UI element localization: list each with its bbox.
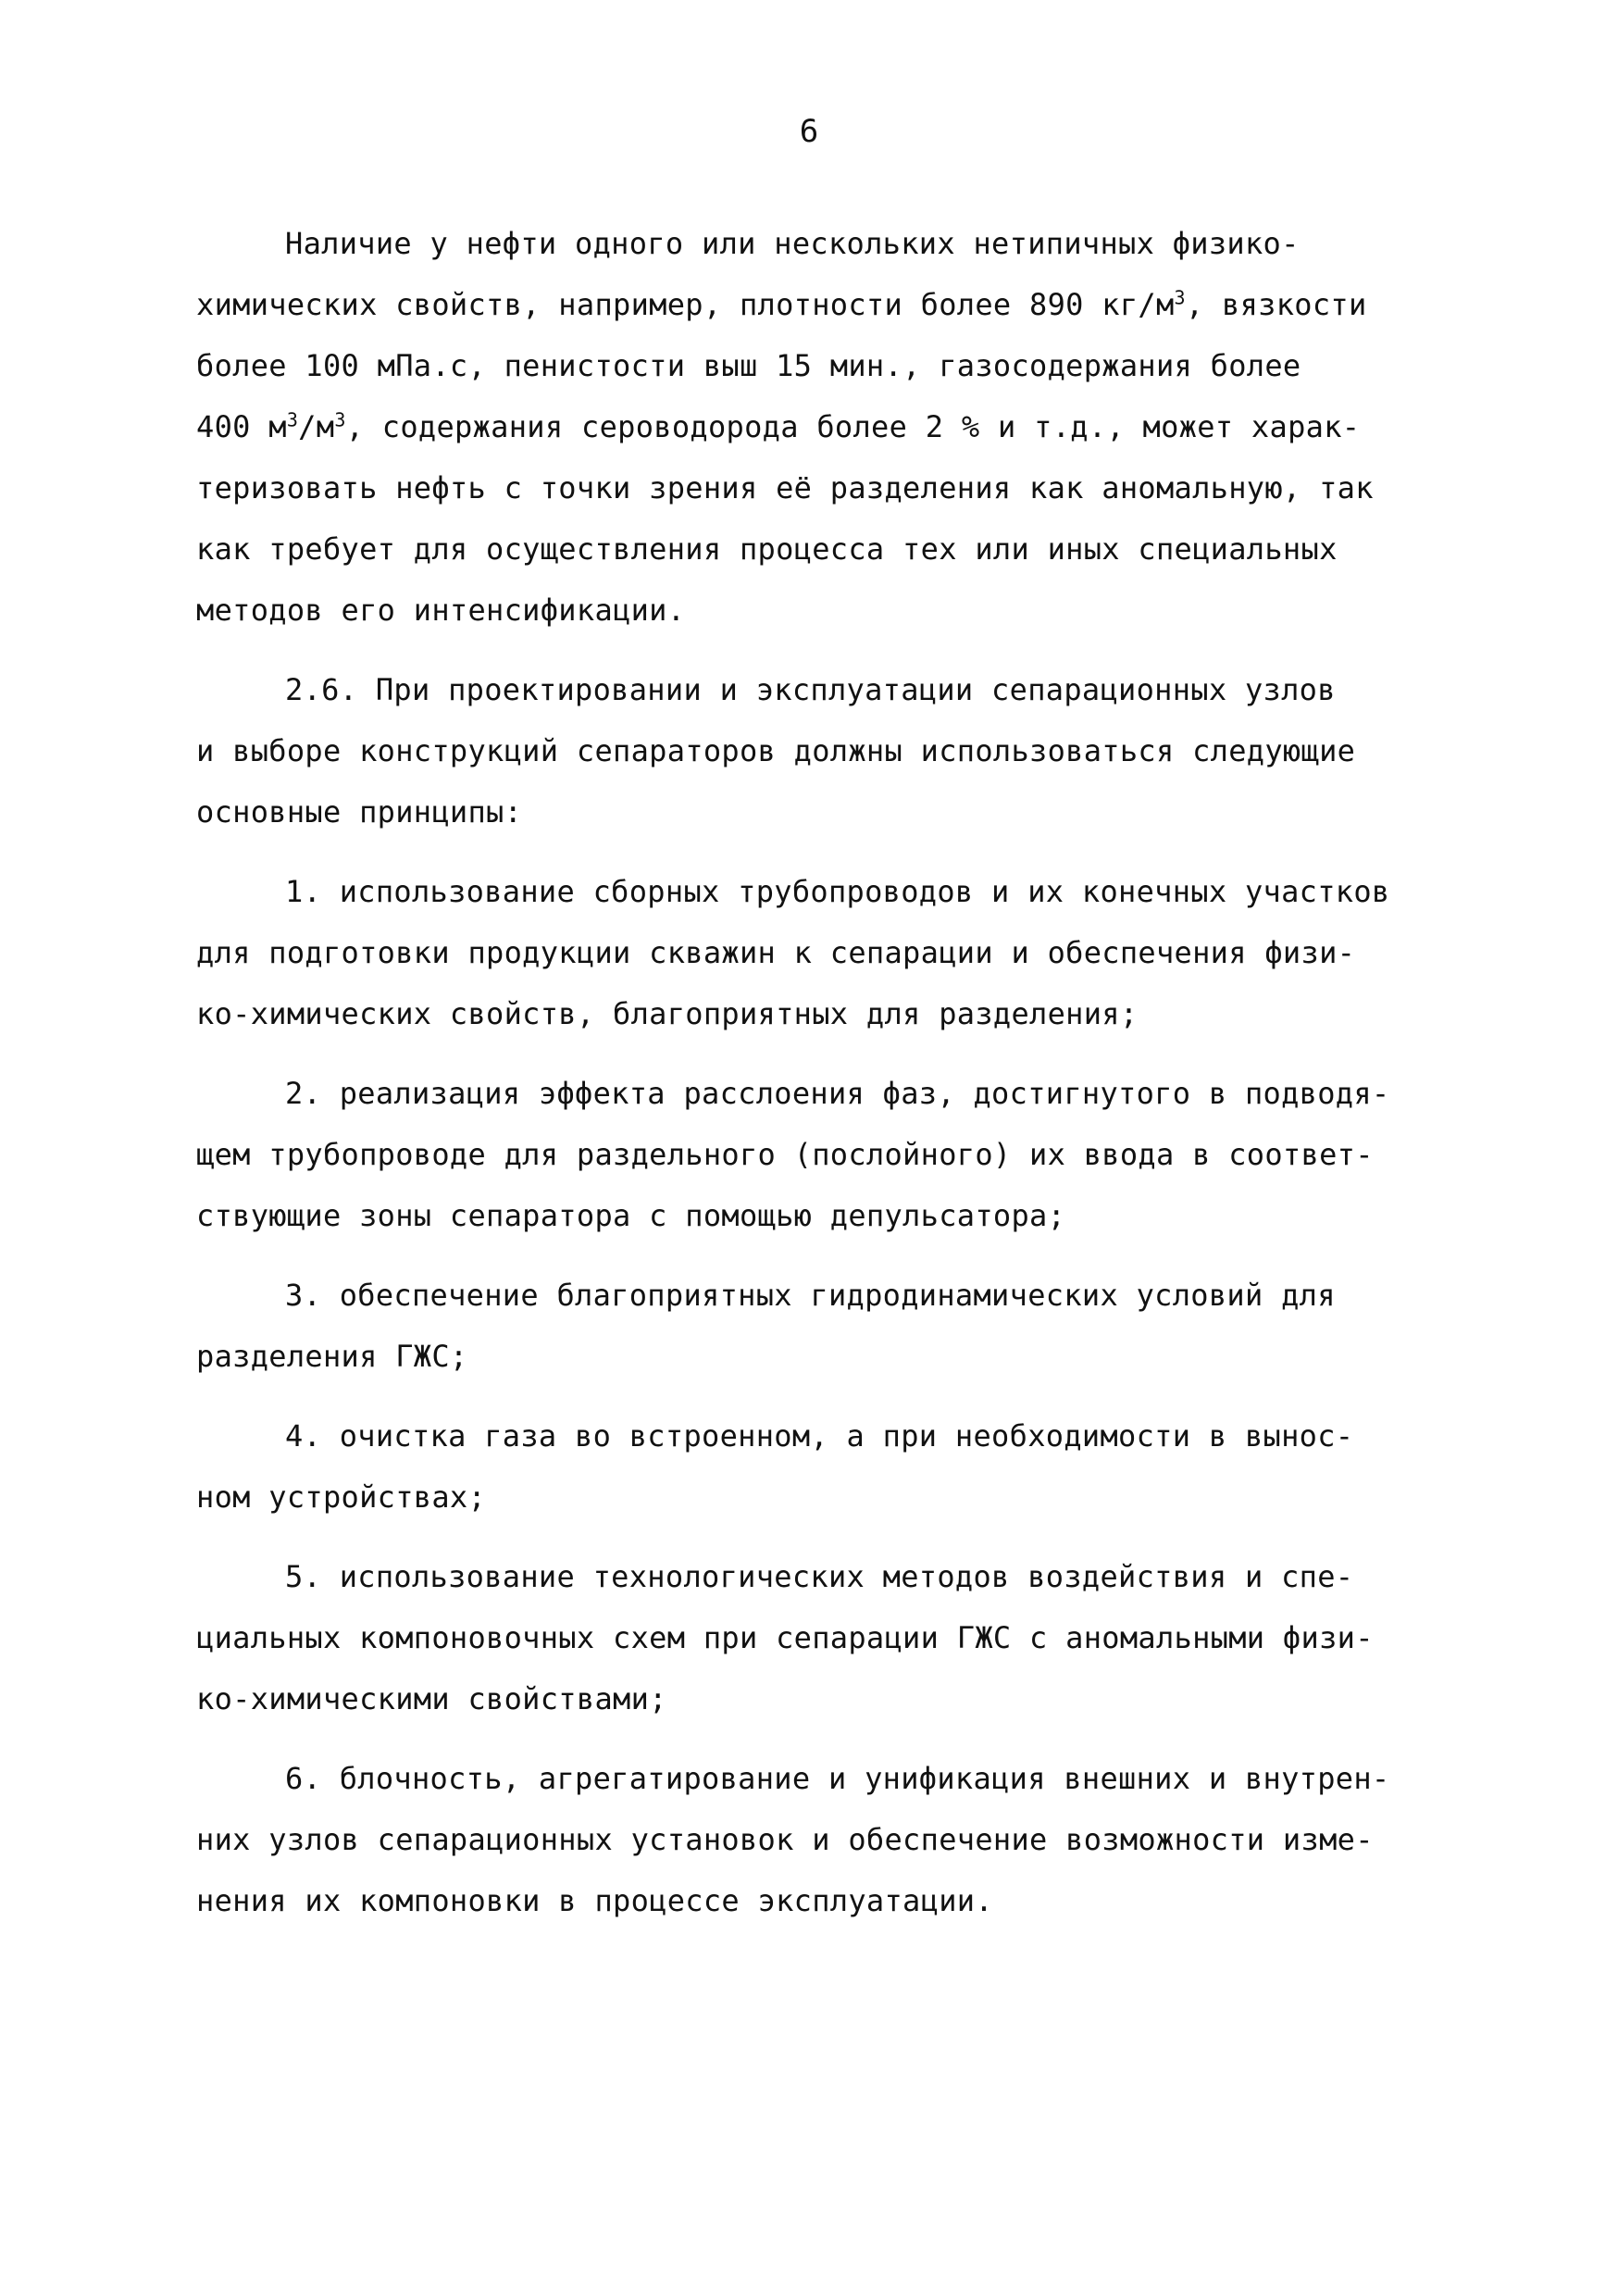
text-segment: основные принципы:	[196, 794, 523, 830]
text-segment: методов его интенсификации.	[196, 593, 686, 628]
text-segment: них узлов сепарационных установок и обеспечение возможности изме-	[196, 1822, 1374, 1857]
text-segment: , содержания сероводорода более 2 % и т.д., может харак-	[345, 409, 1361, 444]
text-line	[196, 1607, 1437, 1668]
text-line	[196, 580, 1437, 641]
text-line	[196, 781, 1437, 842]
text-line	[196, 1185, 1437, 1246]
text-line	[196, 720, 1437, 781]
paragraph-item-1	[196, 861, 1437, 1044]
text-line	[196, 1124, 1437, 1185]
text-line	[196, 922, 1437, 983]
text-segment: 1. использование сборных трубопроводов и их конечных участков	[285, 874, 1390, 909]
text-segment: 6. блочность, агрегатирование и унификация внешних и внутрен-	[285, 1761, 1390, 1796]
text-segment: циальных компоновочных схем при сепарации ГЖС с аномальными физи-	[196, 1620, 1374, 1655]
text-line	[196, 1265, 1437, 1326]
text-segment: химических свойств, например, плотности более 890 кг/м	[196, 287, 1175, 322]
superscript: 3	[1174, 286, 1186, 309]
text-line	[196, 1063, 1437, 1124]
paragraph-item-4	[196, 1405, 1437, 1528]
text-line	[196, 1668, 1437, 1729]
text-line	[196, 1466, 1437, 1528]
text-segment: щем трубопроводе для раздельного (послойного) их ввода в соответ-	[196, 1137, 1374, 1172]
text-line	[196, 457, 1437, 518]
text-segment: /м	[298, 409, 335, 444]
paragraph-item-2	[196, 1063, 1437, 1246]
text-line	[196, 1405, 1437, 1466]
text-segment: как требует для осуществления процесса тех или иных специальных	[196, 531, 1338, 567]
text-line	[196, 1326, 1437, 1387]
text-line	[196, 659, 1437, 720]
paragraph-item-3	[196, 1265, 1437, 1387]
text-segment: для подготовки продукции скважин к сепарации и обеспечения физи-	[196, 935, 1356, 970]
text-segment: теризовать нефть с точки зрения её разделения как аномальную, так	[196, 470, 1374, 505]
text-segment: 5. использование технологических методов воздействия и спе-	[285, 1559, 1354, 1594]
text-line	[196, 1748, 1437, 1809]
text-segment: ствующие зоны сепаратора с помощью депульсатора;	[196, 1198, 1066, 1233]
text-line	[196, 274, 1437, 335]
text-line	[196, 1546, 1437, 1607]
text-segment: ко-химическими свойствами;	[196, 1681, 667, 1716]
text-segment: Наличие у нефти одного или нескольких нетипичных физико-	[285, 226, 1300, 261]
text-segment: 2. реализация эффекта расслоения фаз, достигнутого в подводя-	[285, 1076, 1390, 1111]
paragraph-item-6	[196, 1748, 1437, 1931]
text-line	[196, 518, 1437, 580]
text-line	[196, 861, 1437, 922]
text-line	[196, 396, 1437, 457]
text-line	[196, 335, 1437, 396]
text-line	[196, 213, 1437, 274]
text-segment: ко-химических свойств, благоприятных для разделения;	[196, 996, 1139, 1031]
text-segment: 3. обеспечение благоприятных гидродинамических условий для	[285, 1278, 1336, 1313]
text-segment: более 100 мПа.с, пенистости выш 15 мин., газосодержания более	[196, 348, 1301, 383]
text-segment: ном устройствах;	[196, 1479, 487, 1515]
text-segment: 400 м	[196, 409, 287, 444]
text-line	[196, 983, 1437, 1044]
text-segment: нения их компоновки в процессе эксплуатации.	[196, 1883, 993, 1918]
text-segment: разделения ГЖС;	[196, 1339, 468, 1374]
paragraph-intro	[196, 213, 1437, 641]
text-segment: , вязкости	[1185, 287, 1367, 322]
text-line	[196, 1870, 1437, 1931]
page-number: 6	[799, 113, 819, 150]
superscript: 3	[334, 408, 346, 431]
superscript: 3	[286, 408, 299, 431]
text-segment: и выборе конструкций сепараторов должны использоваться следующие	[196, 733, 1356, 768]
text-line	[196, 1809, 1437, 1870]
text-segment: 2.6. При проектировании и эксплуатации сепарационных узлов	[285, 672, 1336, 707]
paragraph-item-5	[196, 1546, 1437, 1729]
document-body	[196, 213, 1437, 1950]
text-segment: 4. очистка газа во встроенном, а при необходимости в вынос-	[285, 1418, 1354, 1454]
paragraph-section-2-6	[196, 659, 1437, 842]
